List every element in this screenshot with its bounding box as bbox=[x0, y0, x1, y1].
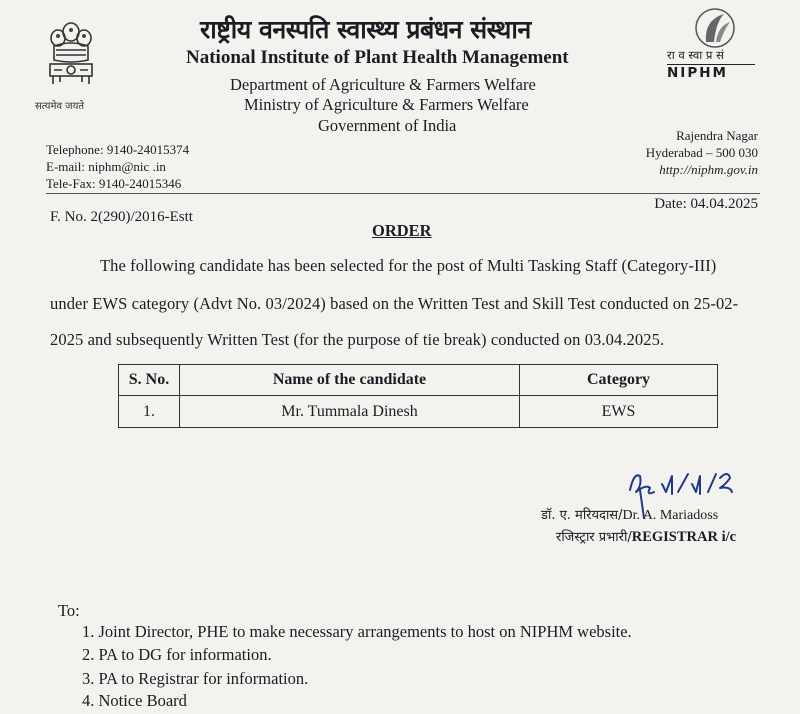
niphm-english-acronym: NIPHM bbox=[667, 65, 728, 81]
website-link[interactable]: http://niphm.gov.in bbox=[659, 162, 758, 177]
cell-name: Mr. Tummala Dinesh bbox=[180, 396, 520, 428]
telephone-line: Telephone: 9140-24015374 bbox=[46, 142, 190, 157]
header-sno: S. No. bbox=[119, 365, 180, 396]
table-row bbox=[119, 396, 718, 428]
government-line: Government of India bbox=[318, 116, 457, 135]
signatory-name bbox=[541, 505, 718, 524]
order-heading: ORDER bbox=[372, 221, 432, 240]
address-line-1: Rajendra Nagar bbox=[676, 128, 758, 143]
table-header-row bbox=[119, 365, 718, 396]
list-item: 4. Notice Board bbox=[82, 691, 187, 710]
to-label: To: bbox=[58, 601, 80, 620]
signatory-name-english: Dr. A. Mariadoss bbox=[622, 508, 719, 523]
national-emblem-icon bbox=[44, 20, 98, 98]
signatory-name-hindi: डॉ. ए. मरियदास/ bbox=[541, 508, 623, 523]
file-number: F. No. 2(290)/2016-Estt bbox=[50, 209, 193, 225]
list-item: 2. PA to DG for information. bbox=[82, 645, 272, 664]
header-category: Category bbox=[520, 365, 718, 396]
niphm-leaf-logo-icon bbox=[694, 6, 736, 50]
body-line-3: 2025 and subsequently Written Test (for the purpose of tie break) conducted on 03.04.2025. bbox=[50, 330, 665, 349]
signatory-title-english: REGISTRAR i/c bbox=[631, 529, 737, 545]
header-name: Name of the candidate bbox=[180, 365, 520, 396]
emblem-motto: सत्यमेव जयते bbox=[35, 101, 85, 112]
body-line-1: The following candidate has been selected for the post of Multi Tasking Staff (Category-III) bbox=[100, 256, 717, 275]
niphm-hindi-acronym: रा व स्वा प्र सं bbox=[667, 48, 724, 62]
cell-category: EWS bbox=[520, 396, 718, 428]
institute-hindi-title: राष्ट्रीय वनस्पति स्वास्थ्य प्रबंधन संस्थान bbox=[200, 15, 531, 44]
header-divider bbox=[46, 193, 760, 194]
department-line: Department of Agriculture & Farmers Welfare bbox=[230, 75, 536, 94]
address-line-2: Hyderabad – 500 030 bbox=[645, 145, 758, 160]
signatory-title-hindi: रजिस्ट्रार प्रभारी/ bbox=[556, 530, 632, 545]
candidate-table bbox=[118, 364, 718, 428]
list-item: 3. PA to Registrar for information. bbox=[82, 669, 309, 688]
email-line: E-mail: niphm@nic .in bbox=[46, 159, 166, 174]
body-line-2: under EWS category (Advt No. 03/2024) based on the Written Test and Skill Test conducted on 25-02- bbox=[50, 294, 739, 313]
list-item: 1. Joint Director, PHE to make necessary arrangements to host on NIPHM website. bbox=[82, 622, 632, 641]
signatory-title bbox=[556, 527, 736, 546]
cell-sno: 1. bbox=[119, 396, 180, 428]
order-date: Date: 04.04.2025 bbox=[654, 196, 758, 212]
telefax-line: Tele-Fax: 9140-24015346 bbox=[46, 176, 182, 191]
institute-english-title: National Institute of Plant Health Management bbox=[186, 47, 569, 68]
ministry-line: Ministry of Agriculture & Farmers Welfare bbox=[244, 95, 529, 114]
